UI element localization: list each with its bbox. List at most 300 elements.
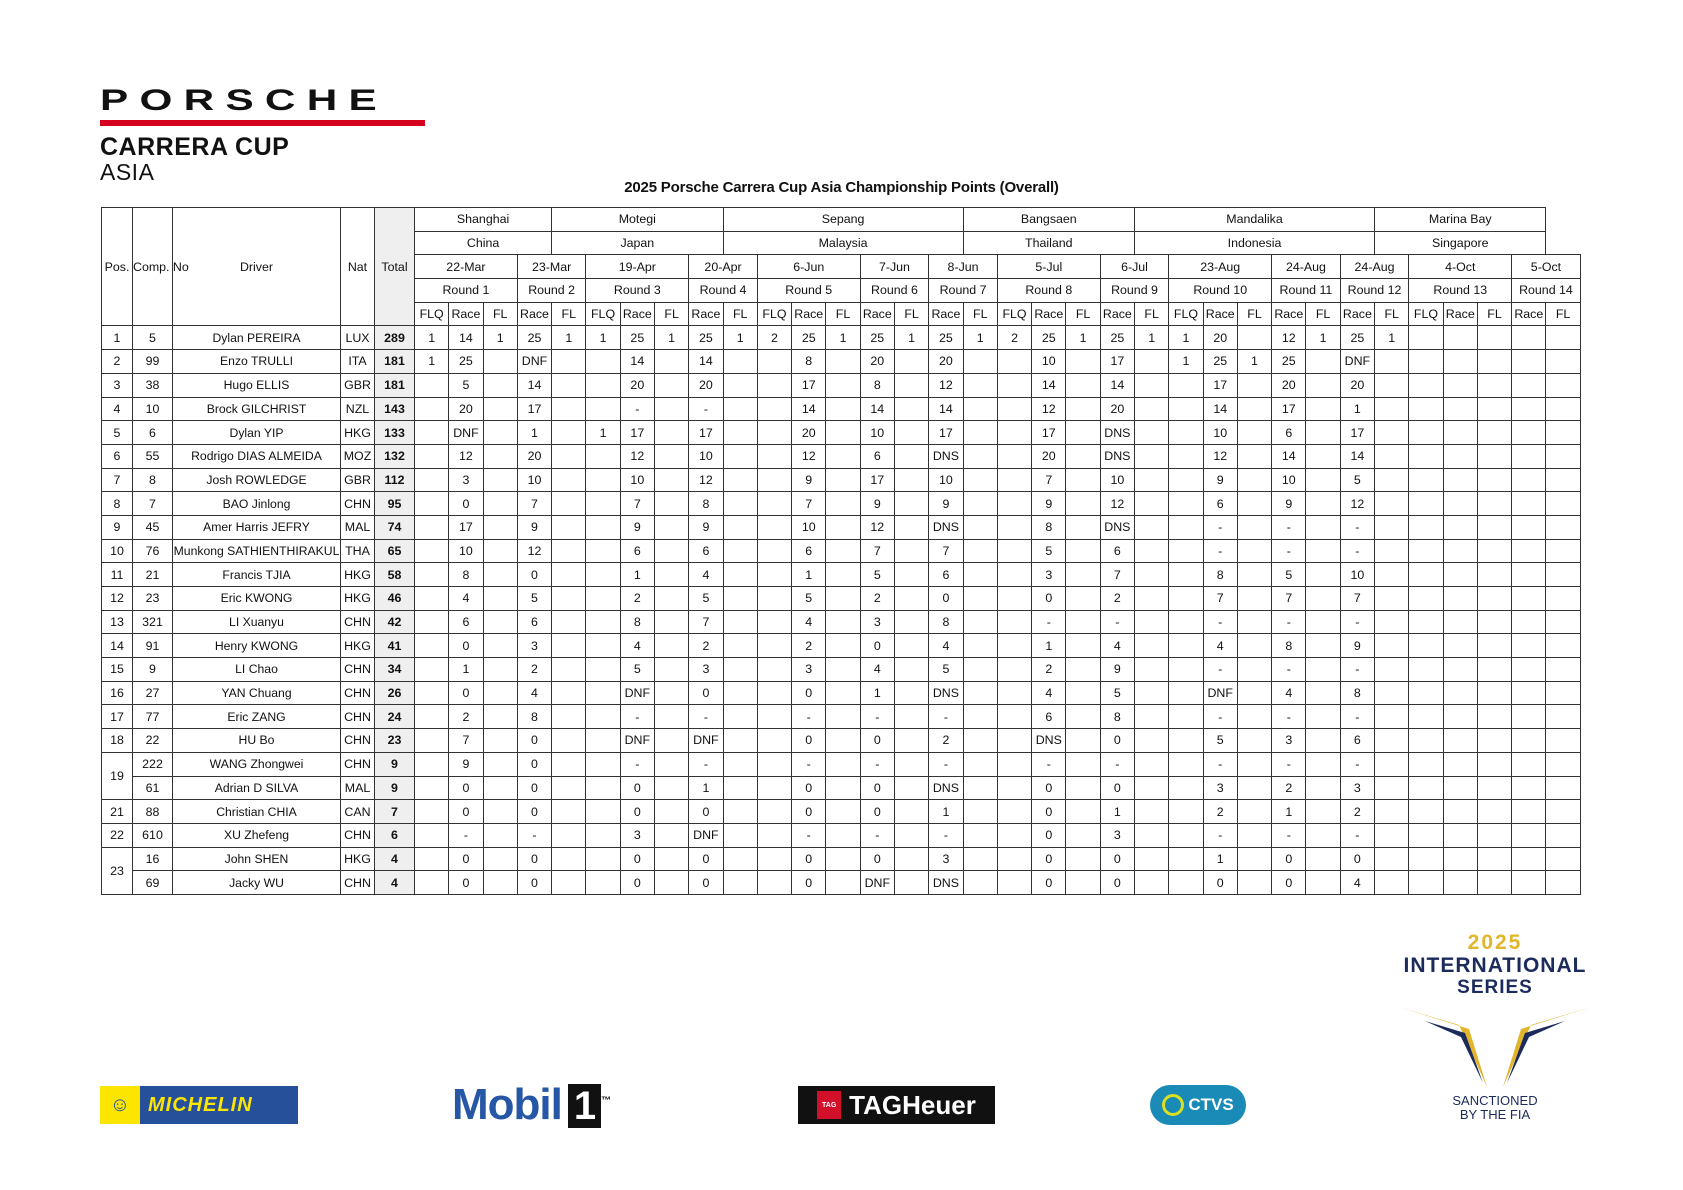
cell-points <box>1169 373 1203 397</box>
cell-points <box>1169 468 1203 492</box>
cell-points <box>997 823 1031 847</box>
cell-points: 2 <box>860 587 894 611</box>
cell-total: 143 <box>375 397 415 421</box>
round-header: Round 10 <box>1169 279 1272 303</box>
cell-points <box>1443 587 1477 611</box>
cell-points <box>894 587 928 611</box>
cell-points: - <box>1272 823 1306 847</box>
cell-points: 25 <box>860 326 894 350</box>
cell-points: 9 <box>860 492 894 516</box>
cell-points <box>415 800 449 824</box>
cell-points: 1 <box>415 350 449 374</box>
cell-points <box>997 847 1031 871</box>
cell-points: 20 <box>1100 397 1134 421</box>
cell-points <box>586 444 620 468</box>
cell-points <box>552 492 586 516</box>
cell-points: 1 <box>552 326 586 350</box>
cell-points: 9 <box>517 515 551 539</box>
cell-points <box>1409 823 1443 847</box>
cell-points: 12 <box>1272 326 1306 350</box>
country-header: Malaysia <box>723 231 963 255</box>
subheader-race: Race <box>1203 302 1237 326</box>
cell-points <box>1477 823 1511 847</box>
cell-points <box>415 681 449 705</box>
cell-points <box>1443 373 1477 397</box>
cell-nat: HKG <box>341 634 375 658</box>
cell-points: 1 <box>860 681 894 705</box>
cell-points <box>723 515 757 539</box>
cell-points <box>586 776 620 800</box>
subheader-flq: FLQ <box>757 302 791 326</box>
cell-pos: 10 <box>102 539 133 563</box>
round-header: Round 2 <box>517 279 586 303</box>
cell-points: DNF <box>1203 681 1237 705</box>
cell-points: 25 <box>1203 350 1237 374</box>
intl-series-line2: SERIES <box>1457 977 1533 998</box>
cell-points <box>1237 421 1271 445</box>
cell-points <box>723 492 757 516</box>
cell-points <box>894 563 928 587</box>
cell-points <box>654 587 688 611</box>
cell-points <box>483 444 517 468</box>
intl-series-line1: INTERNATIONAL <box>1403 954 1587 977</box>
circuit-header: Bangsaen <box>963 208 1134 232</box>
cell-points <box>1409 515 1443 539</box>
cell-total: 74 <box>375 515 415 539</box>
cell-pos: 21 <box>102 800 133 824</box>
cell-points <box>483 871 517 895</box>
cell-points <box>1512 468 1546 492</box>
cell-points <box>654 800 688 824</box>
cell-points: 25 <box>792 326 826 350</box>
cell-total: 4 <box>375 871 415 895</box>
cell-points: 0 <box>517 871 551 895</box>
cell-points: 0 <box>449 776 483 800</box>
cell-points <box>757 563 791 587</box>
cell-points <box>1135 800 1169 824</box>
cell-points <box>723 373 757 397</box>
cell-points: 1 <box>1135 326 1169 350</box>
cell-points: 0 <box>517 752 551 776</box>
cell-points: 0 <box>792 776 826 800</box>
series-name-line1: CARRERA CUP <box>100 133 290 161</box>
cell-points <box>483 421 517 445</box>
cell-points <box>586 373 620 397</box>
cell-points <box>963 587 997 611</box>
cell-total: 4 <box>375 847 415 871</box>
subheader-fl: FL <box>552 302 586 326</box>
cell-points <box>826 421 860 445</box>
cell-points: 14 <box>449 326 483 350</box>
cell-points: 5 <box>689 587 723 611</box>
cell-points <box>483 752 517 776</box>
cell-points <box>654 681 688 705</box>
cell-points: 1 <box>1203 847 1237 871</box>
cell-points: 3 <box>1032 563 1066 587</box>
cell-points <box>1375 634 1409 658</box>
cell-points: 9 <box>792 468 826 492</box>
cell-points: 25 <box>689 326 723 350</box>
cell-points <box>1237 373 1271 397</box>
cell-points: 0 <box>1272 871 1306 895</box>
cell-points <box>1546 705 1580 729</box>
cell-points: 3 <box>860 610 894 634</box>
cell-points: 0 <box>1032 776 1066 800</box>
circuit-header: Motegi <box>552 208 723 232</box>
cell-points <box>1306 350 1340 374</box>
series-name-line2: ASIA <box>100 159 155 185</box>
cell-points <box>1443 397 1477 421</box>
cell-points <box>997 729 1031 753</box>
cell-points: 5 <box>929 658 963 682</box>
col-header-pos: Pos. <box>102 208 133 326</box>
cell-nat: MAL <box>341 776 375 800</box>
cell-points <box>1443 634 1477 658</box>
cell-points <box>1409 634 1443 658</box>
cell-points <box>1237 444 1271 468</box>
subheader-race: Race <box>860 302 894 326</box>
cell-points <box>963 729 997 753</box>
cell-points <box>586 515 620 539</box>
cell-points <box>415 752 449 776</box>
cell-comp-no: 22 <box>133 729 173 753</box>
cell-points <box>963 681 997 705</box>
cell-points <box>586 397 620 421</box>
cell-points <box>1135 752 1169 776</box>
cell-points <box>1512 326 1546 350</box>
cell-pos: 4 <box>102 397 133 421</box>
cell-points <box>654 539 688 563</box>
cell-points <box>1443 776 1477 800</box>
cell-points: 1 <box>1306 326 1340 350</box>
cell-points: 7 <box>1032 468 1066 492</box>
cell-comp-no: 8 <box>133 468 173 492</box>
cell-points: 1 <box>415 326 449 350</box>
circuit-header: Mandalika <box>1135 208 1375 232</box>
cell-points <box>757 823 791 847</box>
cell-points <box>894 492 928 516</box>
cell-comp-no: 23 <box>133 587 173 611</box>
cell-points: 5 <box>1203 729 1237 753</box>
cell-points: 25 <box>620 326 654 350</box>
cell-points: 12 <box>1100 492 1134 516</box>
cell-points: 1 <box>620 563 654 587</box>
cell-points <box>1169 587 1203 611</box>
cell-points: 0 <box>1100 729 1134 753</box>
cell-points <box>1135 421 1169 445</box>
cell-points <box>723 681 757 705</box>
cell-points: - <box>1272 515 1306 539</box>
cell-points: - <box>860 705 894 729</box>
cell-points <box>654 752 688 776</box>
cell-points <box>415 658 449 682</box>
cell-points <box>1443 539 1477 563</box>
cell-points <box>1512 421 1546 445</box>
cell-points: 17 <box>929 421 963 445</box>
cell-points <box>483 681 517 705</box>
cell-points: 4 <box>860 658 894 682</box>
cell-points: 2 <box>449 705 483 729</box>
cell-points <box>997 350 1031 374</box>
table-row <box>102 397 1581 421</box>
cell-points <box>723 421 757 445</box>
cell-nat: CHN <box>341 492 375 516</box>
cell-points <box>1477 492 1511 516</box>
cell-points: 12 <box>860 515 894 539</box>
cell-points <box>1237 658 1271 682</box>
cell-points <box>894 421 928 445</box>
cell-points <box>1135 610 1169 634</box>
cell-points: 1 <box>1100 800 1134 824</box>
cell-points: 4 <box>689 563 723 587</box>
cell-points: 0 <box>792 847 826 871</box>
cell-points: - <box>1100 752 1134 776</box>
cell-points <box>723 800 757 824</box>
cell-points <box>1066 397 1100 421</box>
cell-points: - <box>929 752 963 776</box>
cell-points <box>586 634 620 658</box>
cell-points <box>654 397 688 421</box>
cell-points <box>1169 705 1203 729</box>
subheader-flq: FLQ <box>586 302 620 326</box>
table-row <box>102 705 1581 729</box>
cell-points <box>552 823 586 847</box>
cell-total: 9 <box>375 776 415 800</box>
cell-points <box>1512 444 1546 468</box>
cell-comp-no: 88 <box>133 800 173 824</box>
cell-points: 4 <box>1203 634 1237 658</box>
tag-shield-icon: TAG <box>817 1091 841 1119</box>
cell-points <box>415 563 449 587</box>
cell-points <box>826 563 860 587</box>
cell-points: 0 <box>1100 847 1134 871</box>
cell-points <box>1237 468 1271 492</box>
cell-points <box>1409 800 1443 824</box>
cell-points: 2 <box>997 326 1031 350</box>
subheader-flq: FLQ <box>415 302 449 326</box>
cell-points <box>1512 492 1546 516</box>
cell-points <box>1375 468 1409 492</box>
standings-header <box>102 208 1581 326</box>
table-row <box>102 350 1581 374</box>
cell-points: 6 <box>1032 705 1066 729</box>
cell-points: 6 <box>620 539 654 563</box>
cell-points: DNF <box>1340 350 1374 374</box>
cell-total: 65 <box>375 539 415 563</box>
cell-points: 0 <box>449 681 483 705</box>
cell-points <box>1477 539 1511 563</box>
cell-comp-no: 61 <box>133 776 173 800</box>
cell-points <box>894 800 928 824</box>
cell-points <box>997 587 1031 611</box>
subheader-race: Race <box>929 302 963 326</box>
cell-points <box>1546 823 1580 847</box>
cell-points <box>1546 800 1580 824</box>
cell-points: 0 <box>517 776 551 800</box>
cell-points <box>826 515 860 539</box>
cell-points <box>1169 444 1203 468</box>
cell-points <box>1409 563 1443 587</box>
cell-pos: 14 <box>102 634 133 658</box>
cell-points <box>586 492 620 516</box>
cell-points <box>1443 610 1477 634</box>
cell-points: 0 <box>860 847 894 871</box>
cell-points <box>1512 634 1546 658</box>
cell-points: 0 <box>860 800 894 824</box>
cell-points <box>1477 397 1511 421</box>
cell-points: 3 <box>1340 776 1374 800</box>
cell-points <box>963 847 997 871</box>
subheader-fl: FL <box>826 302 860 326</box>
cell-points <box>1546 776 1580 800</box>
cell-points <box>1306 468 1340 492</box>
round-header: Round 11 <box>1272 279 1341 303</box>
cell-points <box>894 823 928 847</box>
cell-points <box>757 847 791 871</box>
cell-points <box>894 729 928 753</box>
cell-points <box>1512 563 1546 587</box>
cell-points <box>1237 681 1271 705</box>
cell-points: 8 <box>792 350 826 374</box>
cell-points <box>1477 705 1511 729</box>
cell-points <box>1306 421 1340 445</box>
cell-points <box>963 610 997 634</box>
cell-points <box>1306 563 1340 587</box>
cell-points <box>1066 847 1100 871</box>
cell-points: DNF <box>449 421 483 445</box>
cell-points <box>552 776 586 800</box>
cell-total: 133 <box>375 421 415 445</box>
cell-points <box>963 800 997 824</box>
cell-points: 3 <box>1272 729 1306 753</box>
cell-points <box>1375 492 1409 516</box>
cell-points <box>997 681 1031 705</box>
subheader-fl: FL <box>1066 302 1100 326</box>
cell-points <box>1443 823 1477 847</box>
cell-points: - <box>860 752 894 776</box>
cell-points: 5 <box>620 658 654 682</box>
cell-points <box>997 421 1031 445</box>
cell-points: 1 <box>586 421 620 445</box>
cell-points <box>1237 800 1271 824</box>
cell-points <box>757 350 791 374</box>
mobil-trademark: ™ <box>601 1095 611 1107</box>
circuit-header: Shanghai <box>415 208 552 232</box>
cell-points <box>1306 492 1340 516</box>
cell-points: 0 <box>689 847 723 871</box>
cell-points <box>1135 468 1169 492</box>
date-header: 6-Jul <box>1100 255 1169 279</box>
cell-points: 6 <box>929 563 963 587</box>
cell-points <box>826 752 860 776</box>
cell-driver: XU Zhefeng <box>173 823 341 847</box>
cell-points: 20 <box>517 444 551 468</box>
cell-points: 4 <box>929 634 963 658</box>
cell-points: DNF <box>517 350 551 374</box>
cell-points <box>483 515 517 539</box>
cell-comp-no: 9 <box>133 658 173 682</box>
cell-total: 46 <box>375 587 415 611</box>
subheader-fl: FL <box>1135 302 1169 326</box>
cell-points: 3 <box>929 847 963 871</box>
cell-points <box>1409 587 1443 611</box>
cell-points <box>1237 823 1271 847</box>
cell-points: 12 <box>792 444 826 468</box>
cell-points <box>552 397 586 421</box>
cell-points <box>1306 729 1340 753</box>
tagheuer-text: TAGHeuer <box>849 1089 976 1120</box>
cell-driver: Adrian D SILVA <box>173 776 341 800</box>
cell-pos: 1 <box>102 326 133 350</box>
cell-driver: Enzo TRULLI <box>173 350 341 374</box>
cell-points: 8 <box>860 373 894 397</box>
cell-driver: Josh ROWLEDGE <box>173 468 341 492</box>
cell-points <box>1066 729 1100 753</box>
cell-points <box>1409 705 1443 729</box>
cell-points: 0 <box>620 871 654 895</box>
cell-points <box>552 729 586 753</box>
cell-points: 0 <box>449 847 483 871</box>
cell-points <box>1375 705 1409 729</box>
cell-points: 20 <box>620 373 654 397</box>
cell-points: - <box>860 823 894 847</box>
cell-points <box>1512 539 1546 563</box>
cell-points <box>1443 800 1477 824</box>
table-row <box>102 421 1581 445</box>
cell-points: 2 <box>517 658 551 682</box>
cell-points: - <box>1272 705 1306 729</box>
intl-series-year: 2025 <box>1467 931 1523 954</box>
cell-points <box>415 421 449 445</box>
cell-points <box>894 847 928 871</box>
subheader-fl: FL <box>963 302 997 326</box>
cell-points: 4 <box>1100 634 1134 658</box>
date-header: 24-Aug <box>1272 255 1341 279</box>
date-header: 5-Oct <box>1512 255 1581 279</box>
cell-points: 9 <box>1100 658 1134 682</box>
table-row <box>102 847 1581 871</box>
cell-points <box>1237 326 1271 350</box>
cell-points: 6 <box>689 539 723 563</box>
cell-points <box>1477 800 1511 824</box>
cell-points <box>1546 397 1580 421</box>
country-header: Singapore <box>1375 231 1546 255</box>
cell-points <box>826 610 860 634</box>
cell-points <box>1375 587 1409 611</box>
cell-points: 4 <box>1340 871 1374 895</box>
cell-points: - <box>1203 515 1237 539</box>
cell-total: 7 <box>375 800 415 824</box>
cell-points <box>415 397 449 421</box>
cell-points <box>1135 729 1169 753</box>
cell-nat: CHN <box>341 705 375 729</box>
cell-points: 6 <box>1340 729 1374 753</box>
cell-nat: HKG <box>341 421 375 445</box>
cell-points <box>1512 658 1546 682</box>
cell-points <box>483 492 517 516</box>
cell-points: 25 <box>517 326 551 350</box>
cell-points <box>415 776 449 800</box>
cell-points: 12 <box>620 444 654 468</box>
cell-points <box>1409 658 1443 682</box>
cell-points <box>1237 776 1271 800</box>
cell-points: DNF <box>620 681 654 705</box>
cell-points: 4 <box>792 610 826 634</box>
cell-points: 20 <box>1340 373 1374 397</box>
cell-points <box>1375 752 1409 776</box>
cell-points <box>1306 847 1340 871</box>
cell-points <box>483 658 517 682</box>
